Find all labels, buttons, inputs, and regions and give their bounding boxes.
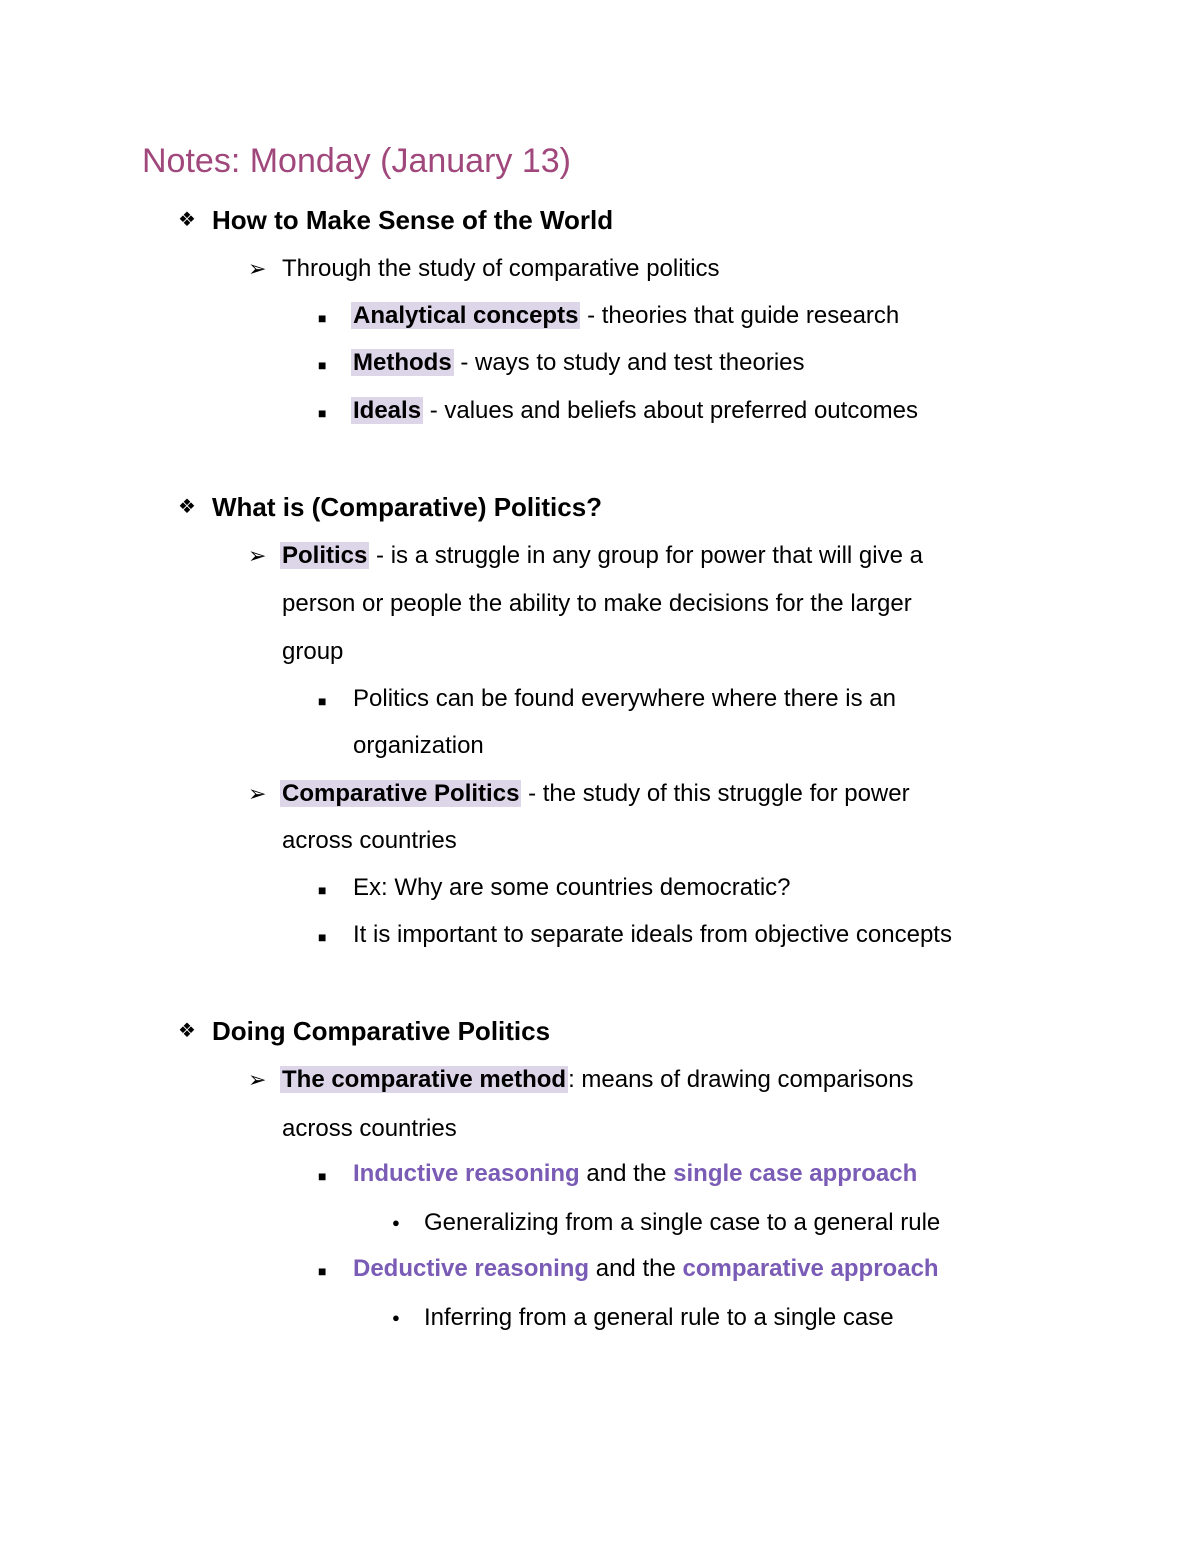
colored-term: single case approach — [673, 1160, 918, 1187]
highlighted-term: The comparative method — [282, 1066, 567, 1093]
definition-text: - ways to study and test theories — [453, 349, 805, 376]
arrow-bullet-icon: ➢ — [248, 256, 267, 281]
list-item — [353, 300, 899, 332]
square-bullet-icon: ■ — [318, 357, 327, 373]
section-heading: Doing Comparative Politics — [212, 1016, 551, 1046]
definition-text: - values and beliefs about preferred outcomes — [423, 397, 918, 424]
list-item-continuation: across countries — [282, 1115, 457, 1142]
list-item — [353, 1158, 917, 1190]
dot-bullet-icon: ● — [392, 1215, 400, 1230]
list-item — [353, 395, 918, 427]
page-title: Notes: Monday (January 13) — [142, 142, 571, 180]
highlighted-term: Analytical concepts — [353, 302, 579, 329]
square-bullet-icon: ■ — [318, 882, 327, 898]
square-bullet-icon: ■ — [318, 929, 327, 945]
square-bullet-icon: ■ — [318, 405, 327, 421]
list-item — [353, 1253, 939, 1285]
colored-term: Deductive reasoning — [353, 1255, 590, 1282]
section-bullet-icon: ❖ — [178, 496, 196, 518]
square-bullet-icon: ■ — [318, 1263, 327, 1279]
square-bullet-icon: ■ — [318, 1168, 327, 1184]
connector-text: and the — [589, 1255, 683, 1282]
list-item-text: Politics can be found everywhere where there is an — [353, 685, 896, 712]
definition-text: : means of drawing comparisons — [568, 1066, 914, 1093]
square-bullet-icon: ■ — [318, 693, 327, 709]
list-item-continuation: organization — [353, 732, 484, 759]
list-item — [353, 347, 805, 379]
dot-bullet-icon: ● — [392, 1310, 400, 1325]
connector-text: and the — [579, 1160, 674, 1187]
colored-term: Inductive reasoning — [353, 1160, 580, 1187]
section-heading: How to Make Sense of the World — [212, 205, 614, 235]
square-bullet-icon: ■ — [318, 310, 327, 326]
list-item-text: Generalizing from a single case to a general rule — [424, 1209, 941, 1236]
list-item-continuation: person or people the ability to make decisions for the larger — [282, 590, 912, 617]
highlighted-term: Comparative Politics — [282, 780, 520, 807]
arrow-bullet-icon: ➢ — [248, 543, 267, 568]
list-item — [282, 778, 910, 810]
highlighted-term: Methods — [353, 349, 452, 376]
list-item — [282, 1064, 914, 1096]
definition-text: - is a struggle in any group for power that will give a — [369, 542, 923, 569]
highlighted-term: Politics — [282, 542, 368, 569]
list-item-continuation: group — [282, 638, 344, 665]
arrow-bullet-icon: ➢ — [248, 1067, 267, 1092]
list-item-text: It is important to separate ideals from objective concepts — [353, 921, 952, 948]
list-item-text: Through the study of comparative politics — [282, 255, 720, 282]
list-item — [282, 540, 923, 572]
list-item-continuation: across countries — [282, 827, 457, 854]
colored-term: comparative approach — [682, 1255, 939, 1282]
definition-text: - the study of this struggle for power — [521, 780, 910, 807]
section-heading: What is (Comparative) Politics? — [212, 492, 603, 522]
list-item-text: Ex: Why are some countries democratic? — [353, 874, 791, 901]
definition-text: - theories that guide research — [580, 302, 900, 329]
arrow-bullet-icon: ➢ — [248, 781, 267, 806]
section-bullet-icon: ❖ — [178, 209, 196, 231]
highlighted-term: Ideals — [353, 397, 422, 424]
section-bullet-icon: ❖ — [178, 1020, 196, 1042]
list-item-text: Inferring from a general rule to a single case — [424, 1304, 894, 1331]
